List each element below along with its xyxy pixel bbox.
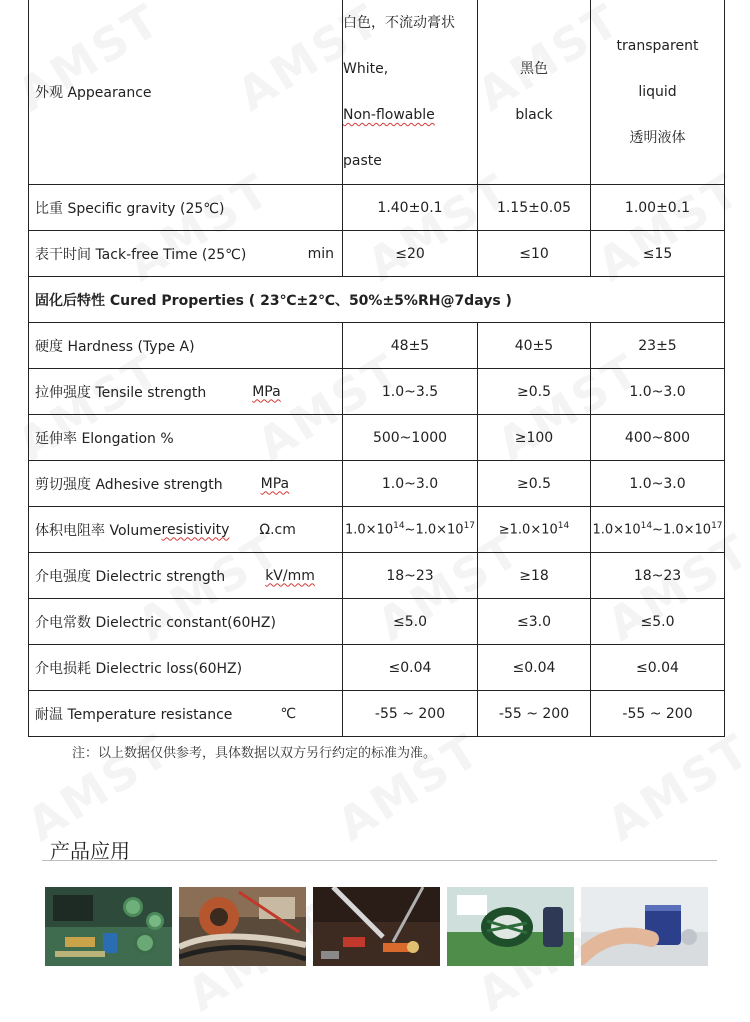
value-cell: -55 ~ 200 — [478, 691, 591, 737]
cell-line: transparent — [616, 38, 699, 54]
value-cell: ≥18 — [478, 553, 591, 599]
param-name-word: resistivity — [161, 521, 230, 538]
cell-line: 白色，不流动膏状 — [343, 15, 455, 31]
exponent: 17 — [711, 521, 723, 532]
param-unit: Ω.cm — [259, 521, 296, 538]
param-unit: MPa — [252, 383, 281, 400]
value-cell: 23±5 — [591, 323, 725, 369]
value-cell: ≤0.04 — [591, 645, 725, 691]
table-row — [29, 645, 725, 691]
disclaimer-note: 注：以上数据仅供参考，具体数据以双方另行约定的标准为准。 — [72, 746, 437, 761]
param-name: 介电强度 Dielectric strength — [35, 568, 226, 585]
table-row — [29, 461, 725, 507]
param-name: 外观 Appearance — [35, 85, 152, 101]
exponent: 14 — [640, 521, 653, 532]
param-name: 耐温 Temperature resistance — [35, 706, 233, 723]
table-row — [29, 323, 725, 369]
value-cell: 1.40±0.1 — [343, 185, 478, 231]
value-part: ~1.0×10 — [404, 522, 464, 538]
param-unit: kV/mm — [265, 567, 315, 584]
table-row — [29, 691, 725, 737]
cured-properties-header: 固化后特性 Cured Properties ( 23℃±2℃、50%±5%RH@7days ) — [29, 277, 725, 323]
param-cell — [29, 507, 343, 553]
appearance-value-3 — [591, 0, 725, 185]
value-cell: 1.0~3.0 — [591, 369, 725, 415]
cell-line: paste — [343, 153, 382, 169]
value-cell: ≤3.0 — [478, 599, 591, 645]
value-cell: 18~23 — [343, 553, 478, 599]
section-title: 产品应用 — [50, 839, 130, 863]
value-cell: ≤15 — [591, 231, 725, 277]
param-unit: ℃ — [280, 705, 297, 722]
value-cell: ≤0.04 — [478, 645, 591, 691]
param-cell — [29, 599, 343, 645]
value-cell: ≤10 — [478, 231, 591, 277]
value-cell — [478, 507, 591, 553]
cell-line: White, — [343, 61, 389, 77]
table-row — [29, 599, 725, 645]
value-cell: ≤0.04 — [343, 645, 478, 691]
table-row — [29, 231, 725, 277]
value-cell: 400~800 — [591, 415, 725, 461]
cell-line: liquid — [638, 84, 677, 100]
value-cell: 1.0~3.5 — [343, 369, 478, 415]
param-name: 表干时间 Tack-free Time (25℃) — [35, 246, 247, 263]
param-name: 硬度 Hardness (Type A) — [35, 338, 195, 355]
cell-line: 透明液体 — [629, 130, 686, 146]
value-cell: 1.00±0.1 — [591, 185, 725, 231]
value-cell: ≥0.5 — [478, 369, 591, 415]
value-cell: 1.15±0.05 — [478, 185, 591, 231]
param-cell — [29, 645, 343, 691]
param-cell — [29, 691, 343, 737]
param-cell — [29, 231, 343, 277]
param-cell — [29, 323, 343, 369]
table-row — [29, 185, 725, 231]
exponent: 14 — [557, 521, 570, 532]
value-part: ~1.0×10 — [652, 522, 712, 538]
value-cell: ≤5.0 — [591, 599, 725, 645]
application-photo-circuit-board — [45, 887, 172, 966]
param-cell — [29, 185, 343, 231]
section-divider — [42, 860, 717, 861]
value-part: 1.0×10 — [592, 522, 641, 538]
watermark — [598, 722, 750, 851]
value-cell: 500~1000 — [343, 415, 478, 461]
table-row — [29, 415, 725, 461]
table-row — [29, 553, 725, 599]
param-name: 体积电阻率 Volume — [35, 522, 162, 539]
param-name: 比重 Specific gravity (25℃) — [35, 200, 225, 217]
param-name: 介电损耗 Dielectric loss(60HZ) — [35, 660, 243, 677]
param-unit: MPa — [260, 475, 290, 492]
param-unit: min — [307, 245, 334, 262]
spec-table — [28, 0, 725, 737]
value-cell: 48±5 — [343, 323, 478, 369]
param-cell — [29, 461, 343, 507]
param-name: 剪切强度 Adhesive strength — [35, 476, 223, 493]
value-part: 1.0×10 — [344, 522, 394, 538]
value-cell: -55 ~ 200 — [591, 691, 725, 737]
application-photo-coil — [179, 887, 306, 966]
value-cell: ≤5.0 — [343, 599, 478, 645]
exponent: 17 — [463, 521, 476, 532]
appearance-label — [29, 0, 343, 185]
param-cell — [29, 553, 343, 599]
value-cell: 1.0~3.0 — [591, 461, 725, 507]
table-row — [29, 507, 725, 553]
param-name: 延伸率 Elongation % — [35, 430, 174, 447]
cell-line: Non-flowable — [343, 107, 435, 123]
cell-line: black — [515, 107, 553, 123]
application-photo-soldering — [313, 887, 440, 966]
table-row — [29, 277, 725, 323]
value-cell: 1.0~3.0 — [343, 461, 478, 507]
param-cell — [29, 415, 343, 461]
value-cell: -55 ~ 200 — [343, 691, 478, 737]
value-cell: ≥0.5 — [478, 461, 591, 507]
value-cell: ≥100 — [478, 415, 591, 461]
exponent: 14 — [393, 521, 405, 532]
value-cell: 40±5 — [478, 323, 591, 369]
appearance-value-1 — [343, 0, 478, 185]
param-name: 拉伸强度 Tensile strength — [35, 384, 207, 401]
param-cell — [29, 369, 343, 415]
value-cell — [591, 507, 725, 553]
cell-line: 黑色 — [520, 61, 548, 77]
param-name: 介电常数 Dielectric constant(60HZ) — [35, 614, 276, 631]
application-photo-capacitor — [581, 887, 708, 966]
value-cell: 18~23 — [591, 553, 725, 599]
value-part: ≥1.0×10 — [498, 522, 558, 538]
table-row — [29, 0, 725, 185]
appearance-value-2 — [478, 0, 591, 185]
value-cell — [343, 507, 478, 553]
value-cell: ≤20 — [343, 231, 478, 277]
table-row — [29, 369, 725, 415]
application-photo-inductor — [447, 887, 574, 966]
